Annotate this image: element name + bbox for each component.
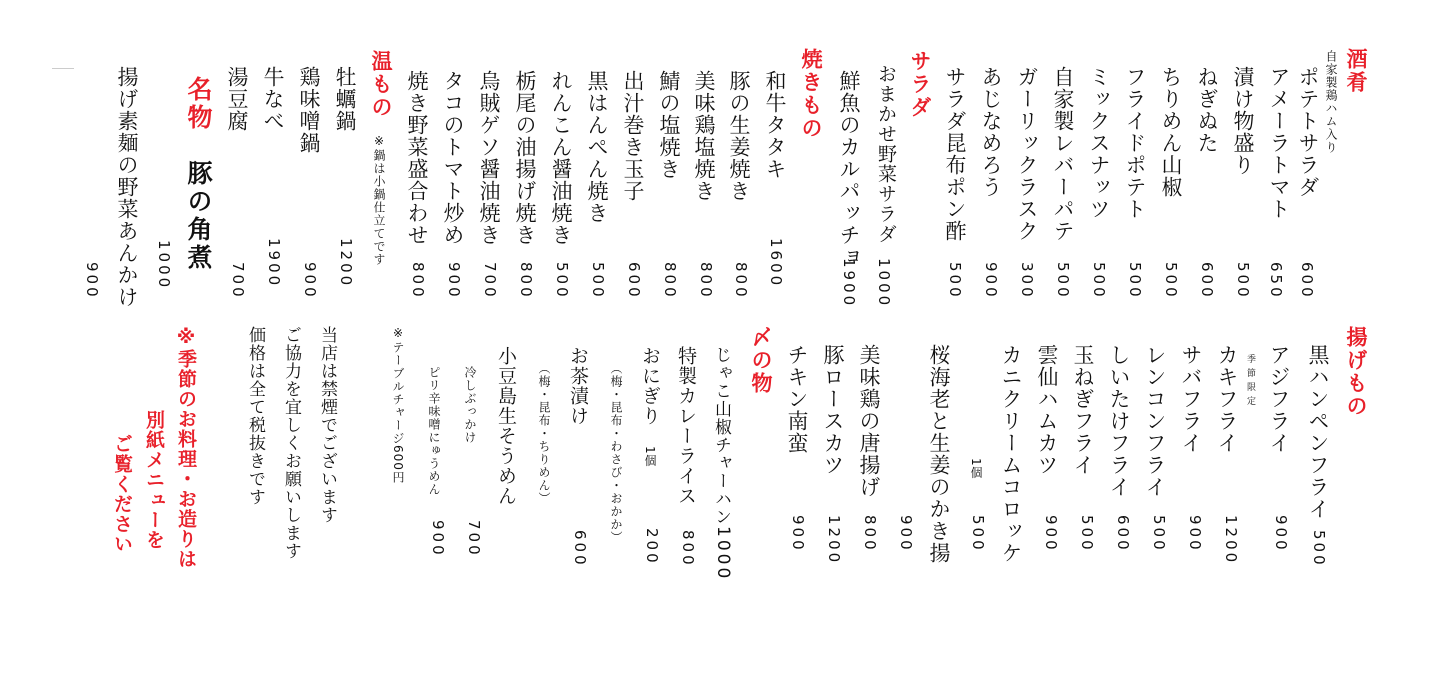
menu-price-shiitake-fry: 600 — [1114, 515, 1132, 553]
menu-price-karaage: 800 — [861, 515, 879, 553]
menu-item-omakase-salad: おまかせ野菜サラダ — [875, 64, 897, 244]
menu-price-kurohanpen: 500 — [589, 262, 607, 300]
menu-price-dashimaki: 600 — [625, 262, 643, 300]
seasonal-notice-line-1: ※季節のお料理・お造りは — [175, 326, 197, 569]
menu-item-karaage: 美味鶏の唐揚げ — [857, 344, 881, 498]
menu-price-renkon-yaki: 500 — [553, 262, 571, 300]
menu-price-salad-kombu-ponzu: 500 — [946, 262, 964, 300]
menu-price-chirimen-sansho: 500 — [1162, 262, 1180, 300]
menu-price-onigiri: 200 — [643, 528, 661, 566]
menu-item-dashimaki: 出汁巻き玉子 — [621, 70, 645, 202]
menu-price-age-somen: 900 — [83, 262, 101, 300]
menu-price-gyu-nabe: 1900 — [265, 238, 283, 289]
menu-price-hiyashi-bukkake: 700 — [465, 520, 483, 558]
onigiri-unit: 1個 — [643, 446, 657, 468]
section-title-agemono: 揚げもの — [1344, 326, 1368, 418]
meibutsu-label: 名物 — [184, 76, 213, 132]
menu-item-liver-pate: 自家製レバーパテ — [1051, 66, 1075, 242]
menu-price-chicken-nanban: 900 — [789, 515, 807, 553]
tax-notice: 価格は全て税抜きです — [245, 326, 265, 506]
menu-item-tsukemono: 漬け物盛り — [1231, 66, 1255, 176]
menu-item-curry-rice: 特製カレーライス — [675, 346, 697, 506]
menu-item-pork-cutlet: 豚ロースカツ — [821, 344, 845, 476]
menu-price-kani-cream-croquette: 500 — [969, 515, 987, 553]
menu-item-shiitake-fry: しいたけフライ — [1107, 344, 1131, 498]
menu-item-french-fries: フライドポテト — [1123, 66, 1147, 220]
menu-item-kaki-nabe: 牡蠣鍋 — [333, 66, 357, 132]
menu-price-jako-chahan: 1000 — [713, 526, 733, 582]
menu-price-ika-geso: 700 — [481, 262, 499, 300]
menu-item-piri-kara-nyumen: ピリ辛味噌にゅうめん — [427, 366, 441, 496]
menu-price-yudofu: 700 — [229, 262, 247, 300]
menu-price-tamanegi-fry: 500 — [1078, 515, 1096, 553]
menu-price-tochio-aburaage: 800 — [517, 262, 535, 300]
menu-price-tako-tomato: 900 — [445, 262, 463, 300]
menu-item-negi-nuta: ねぎぬた — [1195, 66, 1219, 154]
menu-price-negi-nuta: 600 — [1198, 262, 1216, 300]
menu-price-liver-pate: 500 — [1054, 262, 1072, 300]
menu-price-buta-kakuni: 1000 — [155, 240, 173, 291]
menu-price-saba-fry: 900 — [1186, 515, 1204, 553]
menu-item-age-somen: 揚げ素麺の野菜あんかけ — [115, 66, 139, 308]
menu-item-chicken-nanban: チキン南蛮 — [785, 344, 809, 454]
menu-price-kaki-nabe: 1200 — [337, 238, 355, 289]
potato-salad-note: 自家製鶏ハム入り — [1324, 50, 1338, 154]
ochazuke-options: （梅・昆布・ちりめん） — [537, 362, 551, 505]
menu-item-renkon-yaki: れんこん醤油焼き — [549, 70, 573, 246]
menu-price-sakura-ebi-kakiage: 900 — [897, 515, 915, 553]
menu-price-chicken-shioyaki: 800 — [697, 262, 715, 300]
menu-price-amela-tomato: 650 — [1267, 262, 1285, 300]
menu-item-wagyu-tataki: 和牛タタキ — [763, 70, 787, 180]
menu-price-omakase-salad: 1000 — [875, 258, 893, 309]
nabe-note: ※鍋は小鍋仕立てです — [372, 134, 386, 266]
onigiri-fillings: （梅・昆布・わさび・おかか） — [609, 362, 623, 544]
menu-item-kani-cream-croquette: カニクリームコロッケ — [999, 344, 1023, 564]
menu-price-saba-shioyaki: 800 — [661, 262, 679, 300]
menu-item-jako-chahan: じゃこ山椒チャーハン — [711, 346, 731, 526]
menu-price-renkon-fry: 500 — [1150, 515, 1168, 553]
section-title-shime: 〆の物 — [749, 326, 773, 395]
menu-item-mixed-nuts: ミックスナッツ — [1087, 66, 1111, 220]
menu-item-chirimen-sansho: ちりめん山椒 — [1159, 66, 1183, 198]
section-title-onmono: 温もの — [369, 50, 393, 119]
menu-item-kuro-hanpen-fry: 黒ハンペンフライ — [1306, 344, 1330, 520]
cooperation-notice: ご協力を宜しくお願いします — [281, 326, 301, 560]
menu-item-carpaccio: 鮮魚のカルパッチョ — [837, 70, 861, 268]
menu-item-kurohanpen: 黒はんぺん焼き — [585, 70, 609, 224]
menu-item-aji-fry: アジフライ — [1267, 344, 1291, 454]
seasonal-notice-line-2: 別紙メニューを — [143, 410, 165, 550]
menu-price-aji-namerou: 900 — [982, 262, 1000, 300]
menu-item-tori-miso-nabe: 鶏味噌鍋 — [297, 66, 321, 154]
menu-price-curry-rice: 800 — [679, 530, 697, 568]
menu-item-tochio-aburaage: 栃尾の油揚げ焼き — [513, 70, 537, 246]
menu-item-renkon-fry: レンコンフライ — [1143, 344, 1167, 498]
menu-item-yasai-moriawase: 焼き野菜盛合わせ — [405, 70, 429, 246]
menu-price-yasai-moriawase: 800 — [409, 262, 427, 300]
menu-price-kaki-fry: 1200 — [1222, 515, 1240, 566]
menu-price-piri-kara-nyumen: 900 — [429, 520, 447, 558]
menu-item-saba-shioyaki: 鯖の塩焼き — [657, 70, 681, 180]
menu-item-potato-salad: ポテトサラダ — [1296, 66, 1320, 198]
menu-item-gyu-nabe: 牛なべ — [261, 66, 285, 132]
section-title-salad: サラダ — [908, 50, 932, 119]
menu-item-buta-kakuni: 豚の角煮 — [184, 160, 213, 272]
menu-price-tori-miso-nabe: 900 — [301, 262, 319, 300]
menu-item-ika-geso: 烏賊ゲソ醤油焼き — [477, 70, 501, 246]
menu-price-garlic-rusk: 300 — [1018, 262, 1036, 300]
section-title-yakimono: 焼きもの — [799, 48, 823, 140]
menu-item-pork-ginger: 豚の生姜焼き — [727, 70, 751, 202]
menu-item-kaki-fry: カキフライ — [1215, 344, 1239, 454]
menu-item-yudofu: 湯豆腐 — [225, 66, 249, 132]
croquette-unit: 1個 — [969, 458, 983, 480]
menu-item-chicken-shioyaki: 美味鶏塩焼き — [692, 70, 716, 202]
menu-item-sakura-ebi-kakiage: 桜海老と生姜のかき揚 — [927, 344, 951, 564]
menu-item-saba-fry: サバフライ — [1179, 344, 1203, 454]
menu-price-french-fries: 500 — [1126, 262, 1144, 300]
menu-price-unzen-hamukatsu: 900 — [1042, 515, 1060, 553]
menu-item-garlic-rusk: ガーリックラスク — [1015, 66, 1039, 242]
menu-price-ochazuke: 600 — [571, 530, 589, 568]
menu-price-wagyu-tataki: 1600 — [767, 238, 785, 289]
menu-item-amela-tomato: アメーラトマト — [1267, 66, 1291, 220]
menu-price-potato-salad: 600 — [1298, 262, 1316, 300]
menu-price-tsukemono: 500 — [1234, 262, 1252, 300]
menu-price-mixed-nuts: 500 — [1090, 262, 1108, 300]
no-smoking-notice: 当店は禁煙でございます — [317, 326, 337, 524]
divider-mark — [52, 68, 74, 69]
season-limited-note: 季節限定 — [1245, 354, 1255, 410]
menu-item-shodoshima-somen: 小豆島生そうめん — [495, 346, 517, 506]
menu-price-aji-fry: 900 — [1272, 515, 1290, 553]
menu-item-aji-namerou: あじなめろう — [979, 66, 1003, 198]
menu-price-pork-cutlet: 1200 — [825, 515, 843, 566]
menu-price-carpaccio: 1900 — [840, 258, 858, 309]
menu-item-unzen-hamukatsu: 雲仙ハムカツ — [1035, 344, 1059, 476]
seasonal-notice-line-3: ご覧ください — [111, 434, 133, 554]
menu-item-salad-kombu-ponzu: サラダ昆布ポン酢 — [943, 66, 967, 242]
menu-price-pork-ginger: 800 — [732, 262, 750, 300]
table-charge-notice: ※テーブルチャージ600円 — [391, 326, 405, 484]
menu-price-kuro-hanpen-fry: 500 — [1310, 530, 1328, 568]
menu-item-tako-tomato: タコのトマト炒め — [441, 70, 465, 246]
menu-item-hiyashi-bukkake: 冷しぶっかけ — [463, 366, 477, 444]
menu-item-onigiri: おにぎり — [639, 346, 661, 426]
menu-item-ochazuke: お茶漬け — [567, 346, 589, 426]
section-title-sakana: 酒肴 — [1344, 48, 1368, 94]
menu-item-tamanegi-fry: 玉ねぎフライ — [1071, 344, 1095, 476]
